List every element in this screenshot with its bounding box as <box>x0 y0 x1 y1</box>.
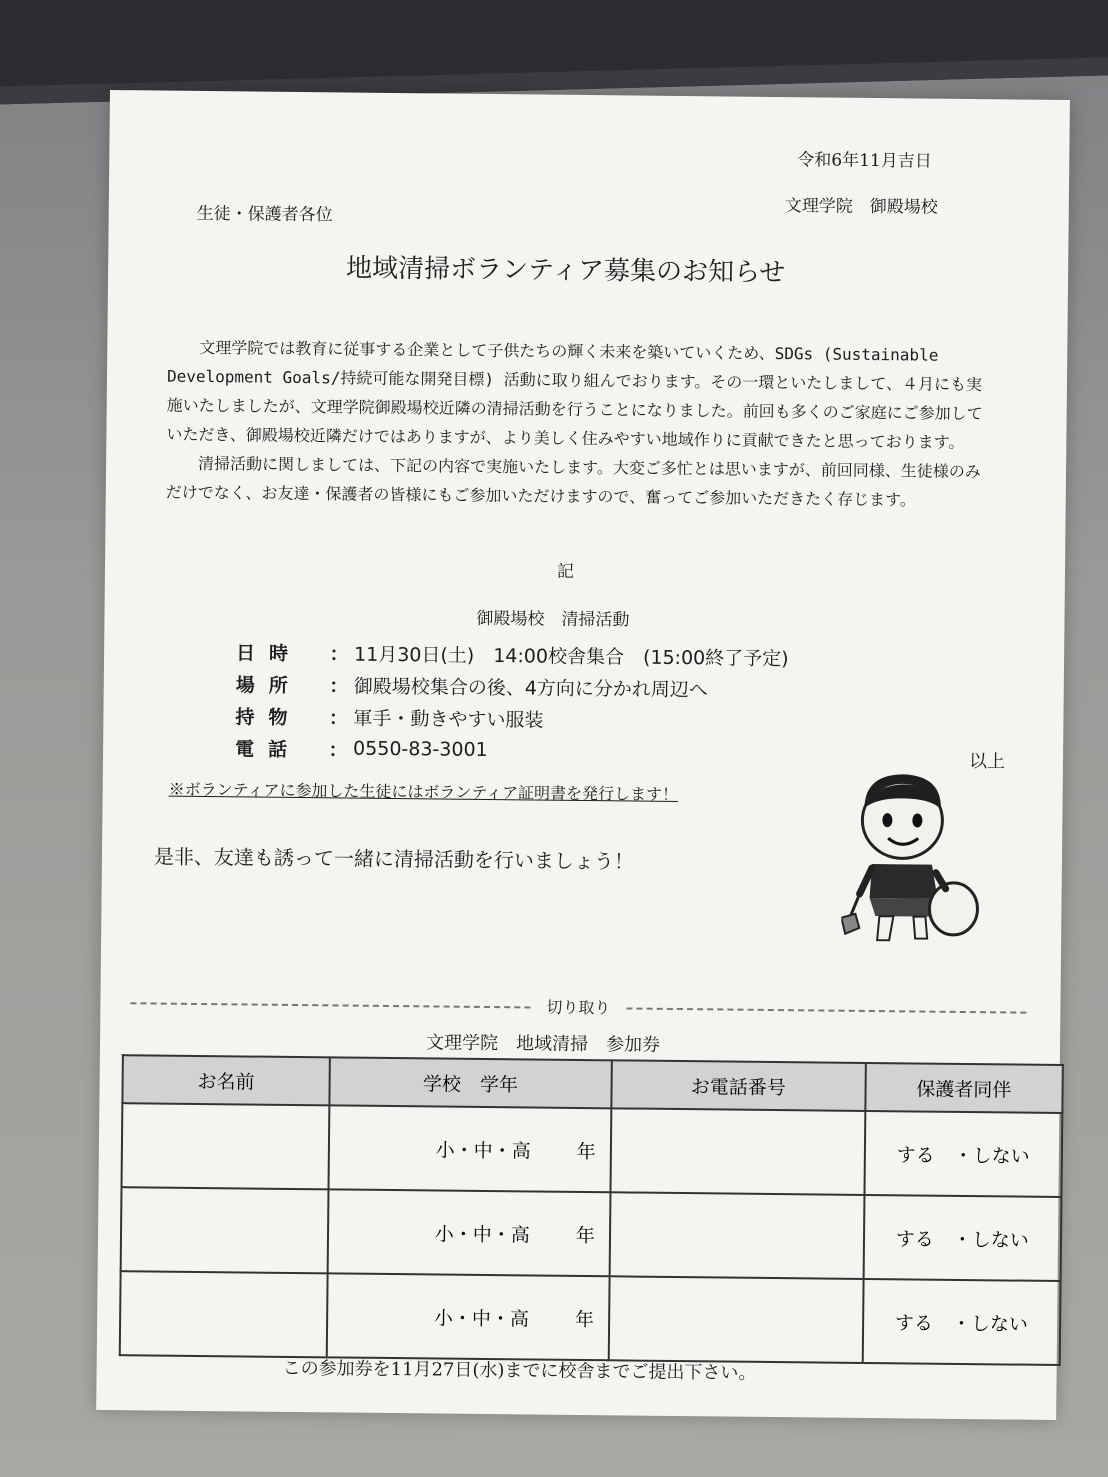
table-row <box>121 1187 1062 1281</box>
participation-ticket-table <box>119 1054 1064 1366</box>
detail-colon: ： <box>329 642 349 666</box>
school-grade-field[interactable] <box>328 1105 611 1192</box>
grade-suffix: 年 <box>574 1308 595 1331</box>
school-name: 文理学院 御殿場校 <box>784 196 938 218</box>
body-paragraph-1: 文理学院では教育に従事する企業として子供たちの輝く未来を築いていくため、SDGs (Sustainable Development Goals/持続可能な開発目標) 活動に取り組んでおります。その一環といたしまして、４月にも実施いたしましたが、文理学院御殿場校近隣の清掃活動を行うことになりました。前回も多くのご家庭にご参加していただき、御殿場校近隣だけではありますが、より美しく住みやすい地域作りに貢献できたと思っております。 <box>166 337 983 452</box>
name-field[interactable] <box>122 1103 330 1189</box>
school-grade-field[interactable] <box>327 1273 610 1360</box>
detail-label: 電話 <box>234 737 302 761</box>
phone-field[interactable] <box>610 1108 865 1195</box>
ki-heading: 記 <box>556 561 575 582</box>
detail-value: 軍手・動きやすい服装 <box>353 707 544 732</box>
guardian-field[interactable]: する ・しない <box>862 1279 1060 1365</box>
cut-dash-right <box>626 1007 1026 1013</box>
grade-options: 小・中・高 <box>433 1306 530 1330</box>
issue-date: 令和6年11月吉日 <box>797 150 932 172</box>
detail-value: 御殿場校集合の後、4方向に分かれ周辺へ <box>353 675 708 701</box>
cut-line <box>130 992 1030 1021</box>
callout-message: 是非、友達も誘って一緒に清掃活動を行いましょう！ <box>153 844 635 874</box>
page-title: 地域清掃ボランティア募集のお知らせ <box>345 253 786 289</box>
cut-label: 切り取り <box>546 997 611 1018</box>
grade-options: 小・中・高 <box>435 1138 531 1162</box>
detail-colon: ： <box>328 738 348 762</box>
grade-suffix: 年 <box>575 1224 595 1247</box>
cut-dash-left <box>130 1002 530 1008</box>
addressee: 生徒・保護者各位 <box>196 203 333 226</box>
detail-row-phone <box>235 731 788 769</box>
header-guardian: 保護者同伴 <box>865 1063 1063 1113</box>
boy-cleaning-icon <box>841 768 983 959</box>
table-row <box>122 1103 1063 1197</box>
header-school-grade: 学校 学年 <box>329 1057 611 1108</box>
table-row <box>120 1271 1061 1365</box>
ticket-title: 文理学院 地域清掃 参加券 <box>425 1032 661 1056</box>
detail-label: 日時 <box>235 641 303 665</box>
detail-label: 持物 <box>235 705 302 729</box>
school-grade-field[interactable] <box>327 1189 610 1276</box>
grade-suffix: 年 <box>576 1140 596 1163</box>
ijou-mark: 以上 <box>968 751 1006 773</box>
grade-options: 小・中・高 <box>434 1222 530 1246</box>
volunteer-certificate-notice: ※ボランティアに参加した生徒にはボランティア証明書を発行します！ <box>168 779 679 804</box>
submission-deadline: この参加券を11月27日(水)までに校舎までご提出下さい。 <box>282 1357 757 1384</box>
detail-colon: ： <box>329 674 349 698</box>
body-text <box>166 333 988 516</box>
phone-field[interactable] <box>609 1192 864 1279</box>
guardian-field[interactable]: する ・しない <box>863 1195 1061 1281</box>
event-details <box>235 635 789 769</box>
phone-field[interactable] <box>609 1276 864 1363</box>
keyboard-edge <box>0 0 1108 105</box>
flyer-page <box>96 90 1070 1420</box>
detail-value: 0550-83-3001 <box>353 737 488 761</box>
event-name: 御殿場校 清掃活動 <box>476 608 630 631</box>
header-name: お名前 <box>122 1055 329 1105</box>
detail-value: 11月30日(土) 14:00校舎集合 (15:00終了予定) <box>353 643 789 670</box>
guardian-field[interactable]: する ・しない <box>864 1111 1062 1197</box>
detail-label: 場所 <box>235 673 302 697</box>
name-field[interactable] <box>121 1187 329 1273</box>
body-paragraph-2: 清掃活動に関しましては、下記の内容で実施いたします。大変ご多忙とは思いますが、前回同様、生徒様のみだけでなく、お友達・保護者の皆様にもご参加いただけますので、奮ってご参加いただきたく存じます。 <box>165 453 981 510</box>
detail-colon: ： <box>328 706 349 730</box>
header-phone: お電話番号 <box>611 1060 865 1111</box>
name-field[interactable] <box>120 1271 328 1357</box>
